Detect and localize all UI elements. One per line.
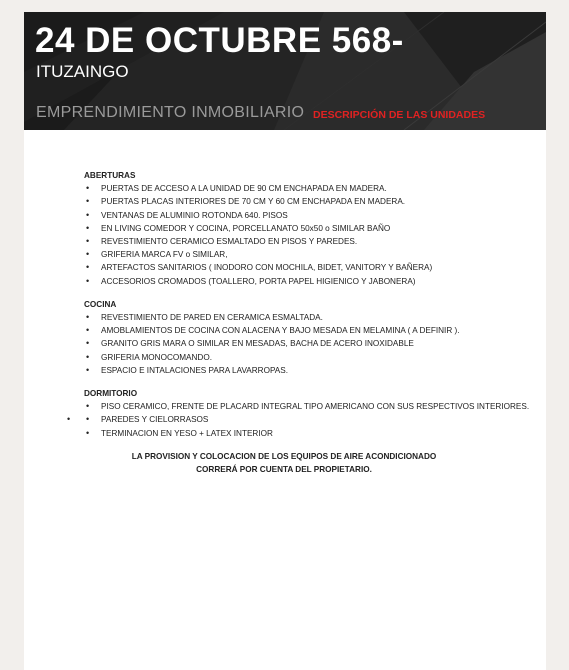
list-cocina [84,311,534,377]
list-dormitorio [67,400,534,440]
note-line: LA PROVISION Y COLOCACION DE LOS EQUIPOS DE AIRE ACONDICIONADO [131,451,437,461]
note-line: CORRERÁ POR CUENTA DEL PROPIETARIO. [196,465,372,475]
list-aberturas [84,182,534,288]
list-item: • REVESTIMIENTO CERAMICO ESMALTADO EN PISOS Y PAREDES. [84,235,534,248]
list-item: • VENTANAS DE ALUMINIO ROTONDA 640. PISOS [84,209,534,222]
header-banner [24,12,546,130]
section-title-dormitorio: DORMITORIO [84,389,138,399]
footer-note [84,450,484,477]
document-page [24,12,546,670]
list-item: • PISO CERAMICO, FRENTE DE PLACARD INTEGRAL TIPO AMERICANO CON SUS RESPECTIVOS INTERIORES. [84,400,534,413]
list-item: • PUERTAS PLACAS INTERIORES DE 70 CM Y 60 CM ENCHAPADA EN MADERA. [84,195,534,208]
list-item: • ACCESORIOS CROMADOS (TOALLERO, PORTA PAPEL HIGIENICO Y JABONERA) [84,275,534,288]
list-item: • REVESTIMIENTO DE PARED EN CERAMICA ESMALTADA. [84,311,534,324]
page-title: 24 DE OCTUBRE 568- [35,21,404,60]
section-title-cocina: COCINA [84,299,117,309]
list-item: • PUERTAS DE ACCESO A LA UNIDAD DE 90 CM ENCHAPADA EN MADERA. [84,182,534,195]
list-item: • TERMINACION EN YESO + LATEX INTERIOR [84,427,534,440]
location-subtitle: ITUZAINGO [36,62,129,81]
tagline: EMPRENDIMIENTO INMOBILIARIO [36,104,305,121]
list-item: • EN LIVING COMEDOR Y COCINA, PORCELLANATO 50x50 o SIMILAR BAÑO [84,222,534,235]
list-item: • ESPACIO E INTALACIONES PARA LAVARROPAS. [84,364,534,377]
content-body [67,169,534,477]
stray-bullet-icon: • • [67,414,71,425]
list-item [67,413,534,426]
list-item-text: PAREDES Y CIELORRASOS [101,415,209,425]
list-item: • GRIFERIA MARCA FV o SIMILAR, [84,248,534,261]
list-item: • ARTEFACTOS SANITARIOS ( INODORO CON MOCHILA, BIDET, VANITORY Y BAÑERA) [84,261,534,274]
list-item: • GRANITO GRIS MARA O SIMILAR EN MESADAS, BACHA DE ACERO INOXIDABLE [84,337,534,350]
list-item: • GRIFERIA MONOCOMANDO. [84,351,534,364]
section-heading: DESCRIPCIÓN DE LAS UNIDADES [313,109,486,121]
section-title-aberturas: ABERTURAS [84,171,136,180]
list-item: • AMOBLAMIENTOS DE COCINA CON ALACENA Y BAJO MESADA EN MELAMINA ( A DEFINIR ). [84,324,534,337]
